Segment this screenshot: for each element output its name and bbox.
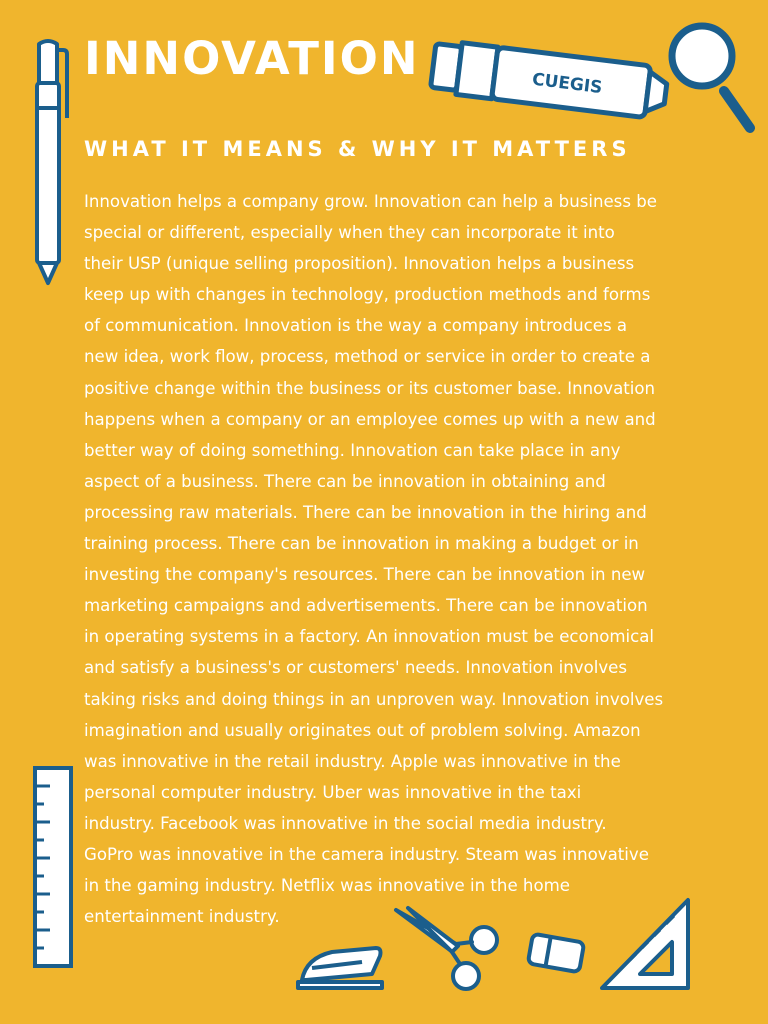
set-square-icon	[596, 894, 694, 994]
marker-label: CUEGIS	[531, 69, 604, 99]
body-paragraph: Innovation helps a company grow. Innovation can help a business be special or different, especially when they can incorporate it into their USP (unique selling proposition). Innovation helps a business keep up with changes in technology, production methods and forms of communication. Innovation is the way a company introduces a new idea, work flow, process, method or service in order to create a positive change within the business or its customer base. Innovation happens when a company or an employee comes up with a new and better way of doing something. Innovation can take place in any aspect of a business. There can be innovation in obtaining and processing raw materials. There can be innovation in the hiring and training process. There can be innovation in making a budget or in investing the company's resources. There can be innovation in new marketing campaigns and advertisements. There can be innovation in operating systems in a factory. An innovation must be economical and satisfy a business's or customers' needs. Innovation involves taking risks and doing things in an unproven way. Innovation involves imagination and usually originates out of problem solving. Amazon was innovative in the retail industry. Apple was innovative in the personal computer industry. Uber was innovative in the taxi industry. Facebook was innovative in the social media industry. GoPro was innovative in the camera industry. Steam was innovative in the gaming industry. Netflix was innovative in the home entertainment industry.	[84, 192, 664, 927]
scissors-icon	[392, 904, 504, 994]
page-subtitle: WHAT IT MEANS & WHY IT MATTERS	[84, 137, 631, 161]
magnifying-glass-icon	[666, 16, 756, 138]
ruler-icon	[32, 766, 76, 970]
stapler-icon	[292, 940, 388, 992]
marker-icon	[428, 42, 676, 124]
eraser-icon	[526, 930, 586, 976]
pen-icon	[30, 38, 78, 288]
page-title: INNOVATION	[84, 32, 420, 85]
